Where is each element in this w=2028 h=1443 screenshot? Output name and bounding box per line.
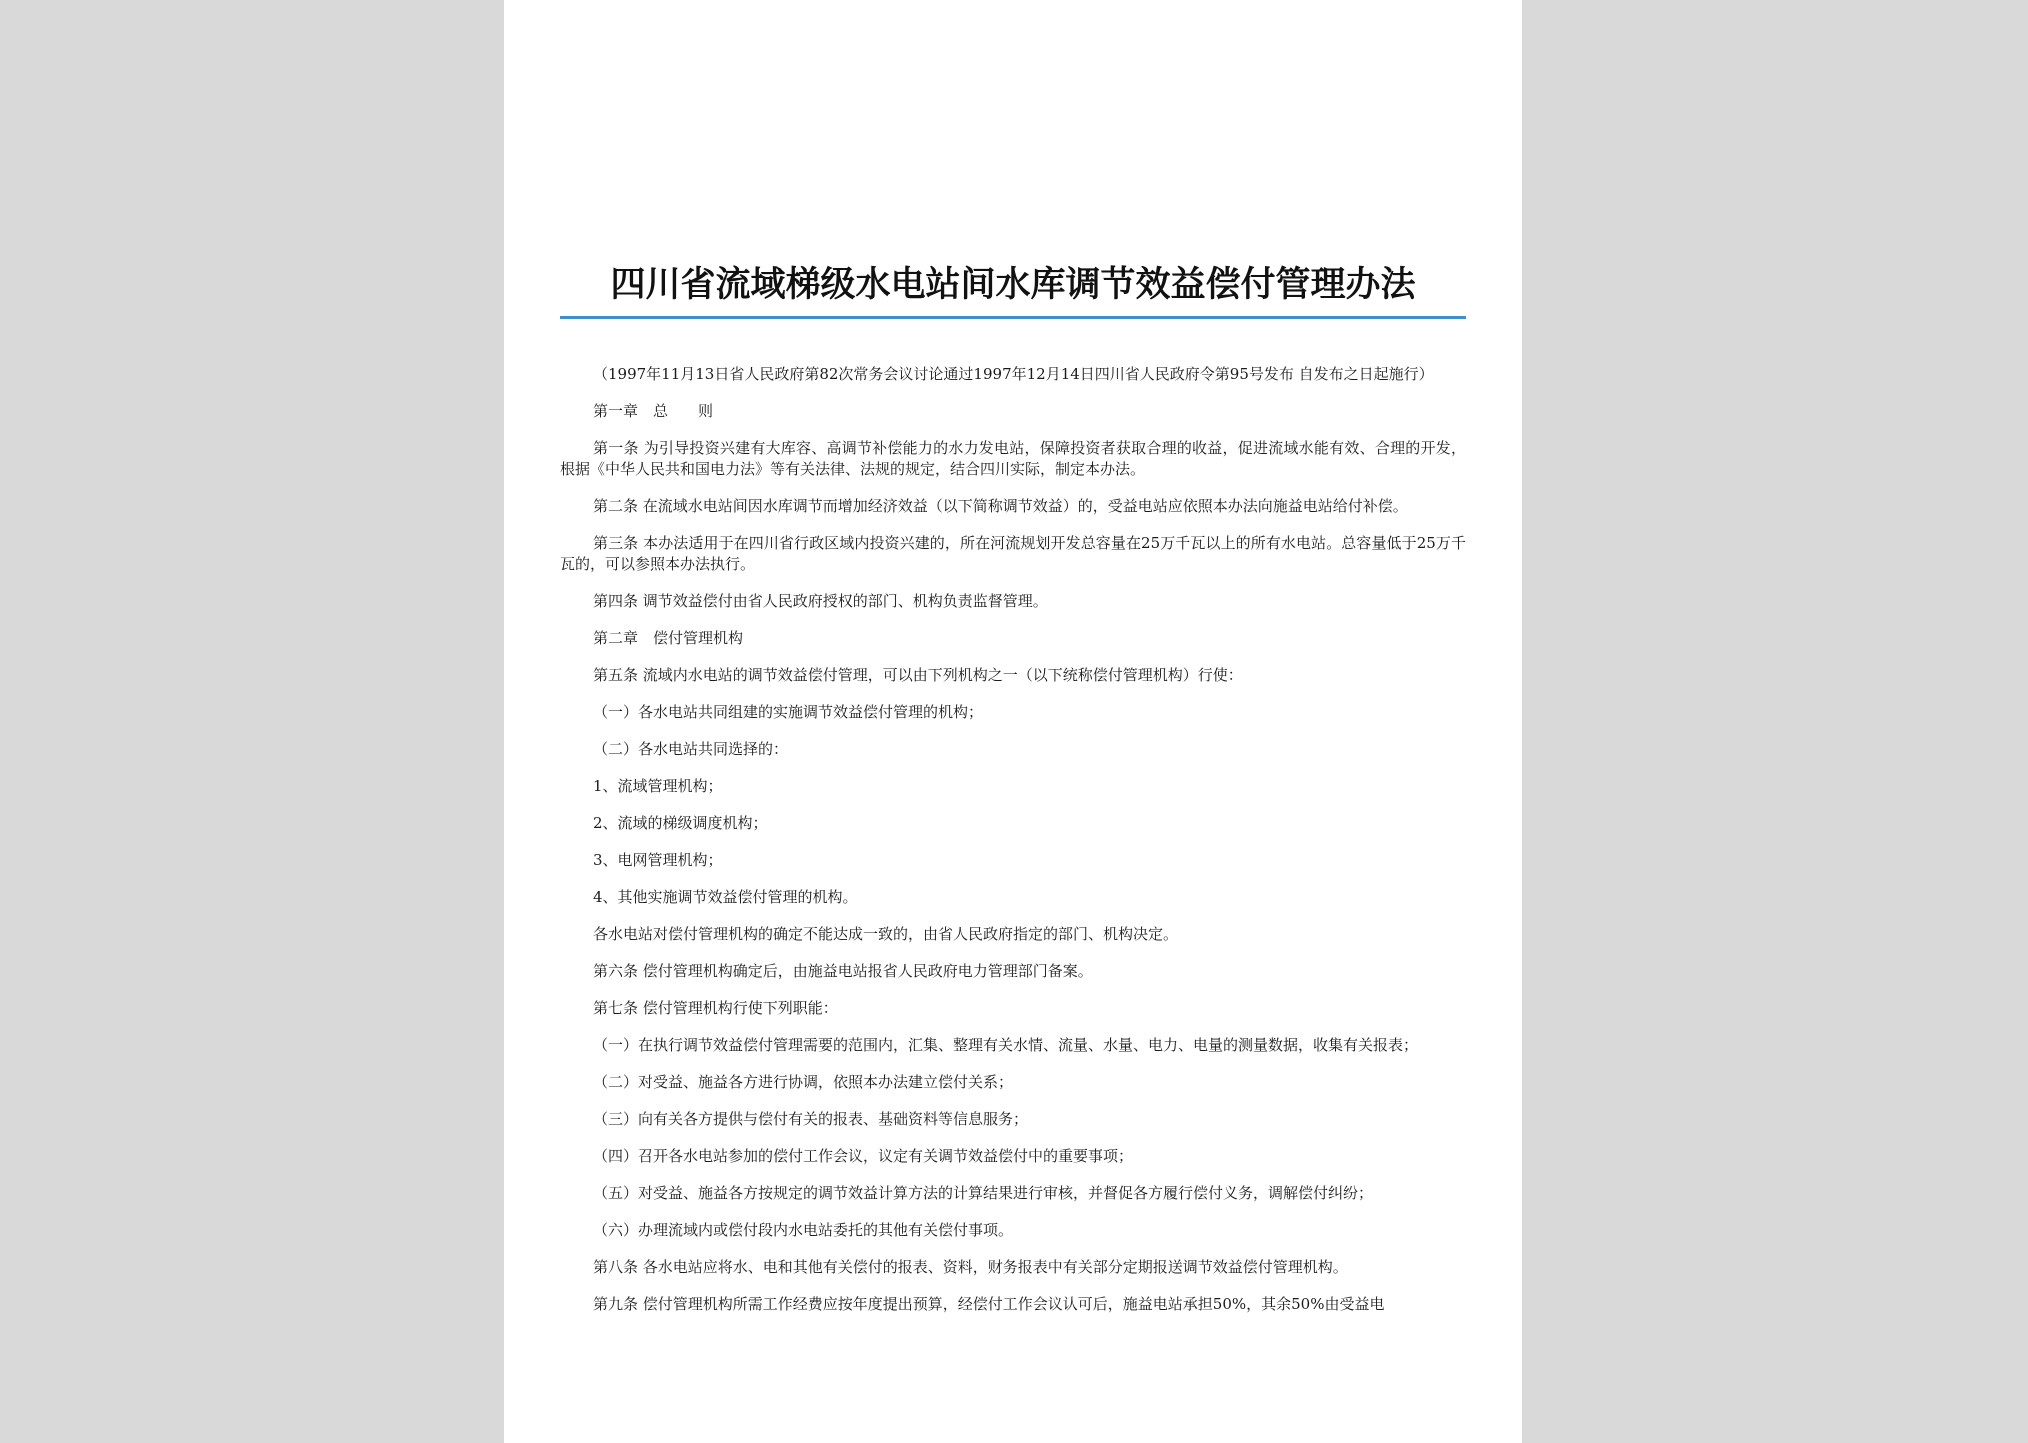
article-paragraph: 第七条 偿付管理机构行使下列职能： (593, 999, 838, 1017)
list-item: 1、流域管理机构； (593, 777, 723, 795)
list-item: （三）向有关各方提供与偿付有关的报表、基础资料等信息服务； (593, 1110, 1029, 1128)
article-paragraph: 第五条 流域内水电站的调节效益偿付管理，可以由下列机构之一（以下统称偿付管理机构）行使： (593, 666, 1243, 684)
article-paragraph: 各水电站对偿付管理机构的确定不能达成一致的，由省人民政府指定的部门、机构决定。 (593, 925, 1179, 943)
list-item: （二）各水电站共同选择的： (593, 740, 789, 758)
document-title: 四川省流域梯级水电站间水库调节效益偿付管理办法 (610, 265, 1416, 305)
list-item: 4、其他实施调节效益偿付管理的机构。 (593, 888, 858, 906)
list-item: （四）召开各水电站参加的偿付工作会议，议定有关调节效益偿付中的重要事项； (593, 1147, 1134, 1165)
list-item: 3、电网管理机构； (593, 851, 723, 869)
title-underline (560, 316, 1466, 319)
article-paragraph: 第一条 为引导投资兴建有大库容、高调节补偿能力的水力发电站，保障投资者获取合理的收益，促进流域水能有效、合理的开发，根据《中华人民共和国电力法》等有关法律、法规的规定，结合四川实际，制定本办法。 (560, 439, 1466, 478)
article-paragraph: 第四条 调节效益偿付由省人民政府授权的部门、机构负责监督管理。 (593, 592, 1048, 610)
list-item: 2、流域的梯级调度机构； (593, 814, 768, 832)
document-preamble: （1997年11月13日省人民政府第82次常务会议讨论通过1997年12月14日四川省人民政府令第95号发布 自发布之日起施行） (593, 365, 1434, 383)
chapter-heading: 第一章 总 则 (593, 402, 714, 420)
chapter-heading: 第二章 偿付管理机构 (593, 629, 744, 647)
article-paragraph: 第三条 本办法适用于在四川省行政区域内投资兴建的，所在河流规划开发总容量在25万千瓦以上的所有水电站。总容量低于25万千瓦的，可以参照本办法执行。 (560, 534, 1466, 573)
list-item: （五）对受益、施益各方按规定的调节效益计算方法的计算结果进行审核，并督促各方履行偿付义务，调解偿付纠纷； (593, 1184, 1374, 1202)
document-body (560, 364, 1466, 1331)
article-paragraph: 第二条 在流域水电站间因水库调节而增加经济效益（以下简称调节效益）的，受益电站应依照本办法向施益电站给付补偿。 (593, 497, 1408, 515)
list-item: （一）在执行调节效益偿付管理需要的范围内，汇集、整理有关水情、流量、水量、电力、电量的测量数据，收集有关报表； (593, 1036, 1419, 1054)
article-paragraph: 第八条 各水电站应将水、电和其他有关偿付的报表、资料，财务报表中有关部分定期报送调节效益偿付管理机构。 (593, 1258, 1348, 1276)
document-page (504, 0, 1522, 1443)
list-item: （二）对受益、施益各方进行协调，依照本办法建立偿付关系； (593, 1073, 1014, 1091)
article-paragraph: 第六条 偿付管理机构确定后，由施益电站报省人民政府电力管理部门备案。 (593, 962, 1093, 980)
list-item: （六）办理流域内或偿付段内水电站委托的其他有关偿付事项。 (593, 1221, 1014, 1239)
list-item: （一）各水电站共同组建的实施调节效益偿付管理的机构； (593, 703, 984, 721)
article-paragraph: 第九条 偿付管理机构所需工作经费应按年度提出预算，经偿付工作会议认可后，施益电站承担50%，其余50%由受益电 (593, 1295, 1385, 1313)
